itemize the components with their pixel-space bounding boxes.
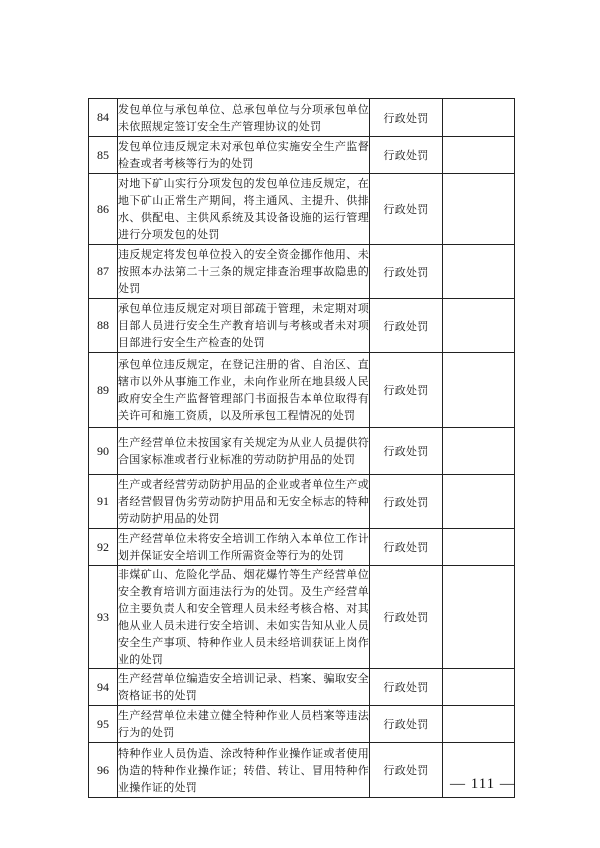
row-empty-cell — [443, 137, 515, 174]
row-category: 行政处罚 — [370, 299, 443, 353]
table-row — [89, 299, 515, 353]
table-row — [89, 566, 515, 669]
page-number: — 111 — — [450, 776, 516, 792]
table-row — [89, 529, 515, 566]
row-category: 行政处罚 — [370, 669, 443, 706]
row-number: 93 — [89, 566, 118, 669]
row-category: 行政处罚 — [370, 475, 443, 529]
row-number: 90 — [89, 428, 118, 475]
row-description: 非煤矿山、危险化学品、烟花爆竹等生产经营单位安全教育培训方面违法行为的处罚。及生产经营单位主要负责人和安全管理人员未经考核合格、对其他从业人员未进行安全培训、未如实告知从业人员安全生产事项、特种作业人员未经培训获证上岗作业的处罚 — [118, 566, 370, 669]
row-description: 生产经营单位未按国家有关规定为从业人员提供符合国家标准或者行业标准的劳动防护用品的处罚 — [118, 428, 370, 475]
row-empty-cell — [443, 566, 515, 669]
row-category: 行政处罚 — [370, 174, 443, 245]
row-description: 发包单位与承包单位、总承包单位与分项承包单位未依照规定签订安全生产管理协议的处罚 — [118, 99, 370, 137]
row-number: 95 — [89, 706, 118, 743]
row-category: 行政处罚 — [370, 245, 443, 299]
row-empty-cell — [443, 428, 515, 475]
row-description: 生产经营单位未建立健全特种作业人员档案等违法行为的处罚 — [118, 706, 370, 743]
penalty-table — [88, 98, 515, 798]
row-category: 行政处罚 — [370, 566, 443, 669]
row-description: 生产经营单位未将安全培训工作纳入本单位工作计划并保证安全培训工作所需资金等行为的处罚 — [118, 529, 370, 566]
row-description: 承包单位违反规定对项目部疏于管理，未定期对项目部人员进行安全生产教育培训与考核或者未对项目部进行安全生产检查的处罚 — [118, 299, 370, 353]
row-number: 84 — [89, 99, 118, 137]
row-number: 88 — [89, 299, 118, 353]
table-row — [89, 137, 515, 174]
row-description: 发包单位违反规定未对承包单位实施安全生产监督检查或者考核等行为的处罚 — [118, 137, 370, 174]
table-row — [89, 174, 515, 245]
row-description: 生产或者经营劳动防护用品的企业或者单位生产或者经营假冒伪劣劳动防护用品和无安全标志的特种劳动防护用品的处罚 — [118, 475, 370, 529]
row-empty-cell — [443, 245, 515, 299]
row-category: 行政处罚 — [370, 99, 443, 137]
row-number: 91 — [89, 475, 118, 529]
table-row — [89, 475, 515, 529]
row-empty-cell — [443, 353, 515, 428]
table-row — [89, 669, 515, 706]
row-category: 行政处罚 — [370, 706, 443, 743]
row-description: 对地下矿山实行分项发包的发包单位违反规定，在地下矿山正常生产期间，将主通风、主提升、供排水、供配电、主供风系统及其设备设施的运行管理进行分项发包的处罚 — [118, 174, 370, 245]
row-category: 行政处罚 — [370, 428, 443, 475]
row-category: 行政处罚 — [370, 743, 443, 798]
row-number: 87 — [89, 245, 118, 299]
table-row — [89, 99, 515, 137]
table-row — [89, 245, 515, 299]
row-description: 生产经营单位编造安全培训记录、档案、骗取安全资格证书的处罚 — [118, 669, 370, 706]
row-description: 承包单位违反规定，在登记注册的省、自治区、直辖市以外从事施工作业，未向作业所在地县级人民政府安全生产监督管理部门书面报告本单位取得有关许可和施工资质，以及所承包工程情况的处罚 — [118, 353, 370, 428]
row-empty-cell — [443, 99, 515, 137]
row-number: 94 — [89, 669, 118, 706]
row-empty-cell — [443, 174, 515, 245]
row-empty-cell — [443, 529, 515, 566]
row-description: 特种作业人员伪造、涂改特种作业操作证或者使用伪造的特种作业操作证；转借、转让、冒用特种作业操作证的处罚 — [118, 743, 370, 798]
table-row — [89, 706, 515, 743]
row-empty-cell — [443, 669, 515, 706]
table-row — [89, 353, 515, 428]
row-number: 85 — [89, 137, 118, 174]
row-category: 行政处罚 — [370, 529, 443, 566]
row-number: 86 — [89, 174, 118, 245]
row-number: 89 — [89, 353, 118, 428]
row-category: 行政处罚 — [370, 353, 443, 428]
row-empty-cell — [443, 475, 515, 529]
row-category: 行政处罚 — [370, 137, 443, 174]
row-number: 92 — [89, 529, 118, 566]
row-number: 96 — [89, 743, 118, 798]
row-description: 违反规定将发包单位投入的安全资金挪作他用、未按照本办法第二十三条的规定排查治理事故隐患的处罚 — [118, 245, 370, 299]
row-empty-cell — [443, 706, 515, 743]
row-empty-cell — [443, 299, 515, 353]
table-row — [89, 428, 515, 475]
